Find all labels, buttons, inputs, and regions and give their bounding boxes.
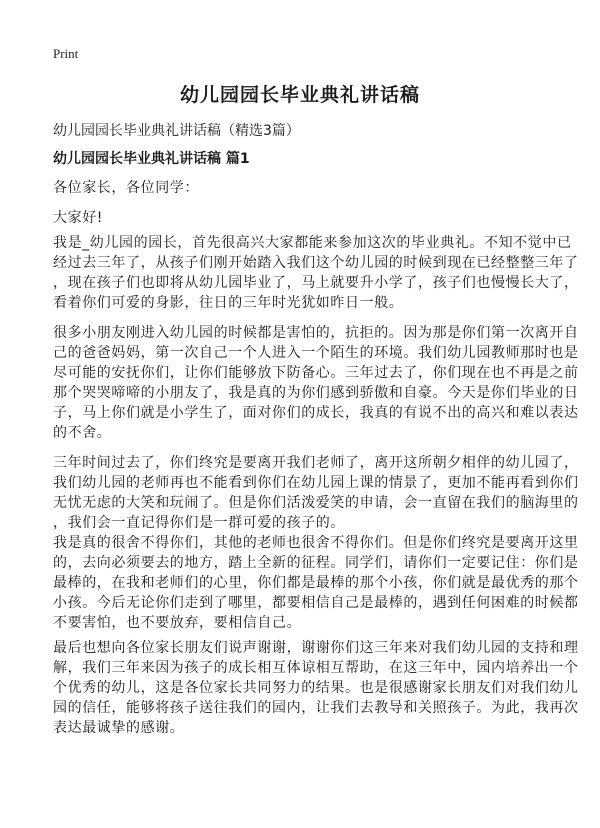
paragraph-line: 个优秀的幼儿，这是各位家长共同努力的结果。也是很感谢家长朋友们对我们幼儿 (53, 680, 579, 696)
paragraph-line: 尽可能的安抚你们，让你们能够放下防备心。三年过去了，你们现在也不再是之前 (53, 365, 579, 381)
paragraph-line: 己的爸爸妈妈，第一次自己一个人进入一个陌生的环境。我们幼儿园教师那时也是 (53, 345, 579, 361)
greeting-line: 大家好! (53, 210, 104, 226)
paragraph-line: 表达最诚挚的感谢。 (53, 720, 185, 736)
paragraph-line: 那个哭哭啼啼的小朋友了，我是真的为你们感到骄傲和自豪。今天是你们毕业的日 (53, 385, 579, 401)
paragraph-line: 小孩。今后无论你们走到了哪里，都要相信自己是最棒的，遇到任何困难的时候都 (53, 595, 579, 611)
paragraph-line: 最后也想向各位家长朋友们说声谢谢，谢谢你们这三年来对我们幼儿园的支持和理 (53, 640, 579, 656)
paragraph (53, 233, 579, 313)
paragraph-line: 最棒的，在我和老师们的心里，你们都是最棒的那个小孩，你们就是最优秀的那个 (53, 575, 579, 591)
paragraph-line: 我们幼儿园的老师再也不能看到你们在幼儿园上课的情景了，更加不能再看到你们 (53, 475, 579, 491)
paragraph-line: 很多小朋友刚进入幼儿园的时候都是害怕的，抗拒的。因为那是你们第一次离开自 (53, 325, 579, 341)
paragraph-line: ，我们会一直记得你们是一群可爱的孩子的。 (53, 515, 345, 531)
paragraph-line: ，现在孩子们也即将从幼儿园毕业了，马上就要升小学了，孩子们也慢慢长大了， (53, 275, 579, 291)
paragraph (53, 453, 579, 533)
section-heading: 幼儿园园长毕业典礼讲话稿 篇1 (53, 151, 250, 167)
paragraph-line: 不要害怕，也不要放弃，要相信自己。 (53, 615, 302, 631)
paragraph-line: 的不舍。 (53, 425, 112, 441)
paragraph-line: 园的信任，能够将孩子送往我们的园内，让我们去教导和关照孩子。为此，我再次 (53, 700, 579, 716)
document-title: 幼儿园园长毕业典礼讲话稿 (179, 84, 420, 106)
paragraph-line: 子，马上你们就是小学生了，面对你们的成长，我真的有说不出的高兴和难以表达 (53, 405, 579, 421)
paragraph (53, 533, 579, 633)
document-subtitle: 幼儿园园长毕业典礼讲话稿（精选3篇） (53, 123, 300, 139)
paragraph-line: 看着你们可爱的身影，往日的三年时光犹如昨日一般。 (53, 295, 404, 311)
paragraph (53, 323, 579, 443)
paragraph-line: 经过去三年了，从孩子们刚开始踏入我们这个幼儿园的时候到现在已经整整三年了 (53, 255, 579, 271)
paragraph-line: 无忧无虑的大笑和玩闹了。但是你们活泼爱笑的申请，会一直留在我们的脑海里的 (53, 495, 579, 511)
paragraph-line: 我是真的很舍不得你们，其他的老师也很舍不得你们。但是你们终究是要离开这里 (53, 535, 579, 551)
greeting-line: 各位家长，各位同学： (53, 180, 199, 196)
paragraph (53, 638, 579, 738)
paragraph-line: 解，我们三年来因为孩子的成长相互体谅相互帮助，在这三年中，园内培养出一个 (53, 660, 579, 676)
paragraph-line: 三年时间过去了，你们终究是要离开我们老师了，离开这所朝夕相伴的幼儿园了， (53, 455, 579, 471)
paragraph-line: 我是_幼儿园的园长，首先很高兴大家都能来参加这次的毕业典礼。不知不觉中已 (53, 235, 572, 251)
paragraph-line: 的，去向必须要去的地方，踏上全新的征程。同学们，请你们一定要记住：你们是 (53, 555, 579, 571)
print-link[interactable]: Print (53, 46, 79, 61)
